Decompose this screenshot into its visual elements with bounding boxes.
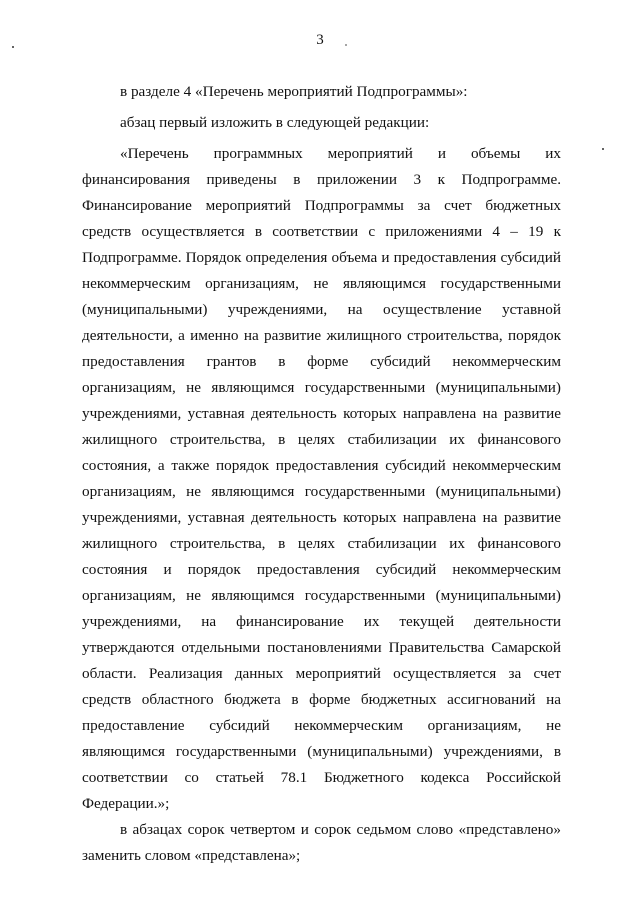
paragraph-instruction-wrap	[82, 110, 561, 136]
paragraph-main-quote: «Перечень программных мероприятий и объемы их финансирования приведены в приложении 3 к Подпрограмме. Финансирование мероприятий Подпрограммы за счет бюджетных средств осуществляется в соответствии с приложениями 4 – 19 к Подпрограмме. Порядок определения объема и предоставления субсидий некоммерческим организациям, не являющимся государственными (муниципальными) учреждениями, на осуществление уставной деятельности, а именно на развитие жилищного строительства, порядок предоставления грантов в форме субсидий некоммерческим организациям, не являющимся государственными (муниципальными) учреждениями, уставная деятельность которых направлена на развитие жилищного строительства, в целях стабилизации их финансового состояния, а также порядок предоставления субсидий некоммерческим организациям, не являющимся государственными (муниципальными) учреждениями, уставная деятельность которых направлена на развитие жилищного строительства, в целях стабилизации их финансового состояния и порядок предоставления субсидий некоммерческим организациям, не являющимся государственными (муниципальными) учреждениями, на финансирование их текущей деятельности утверждаются отдельными постановлениями Правительства Самарской области. Реализация данных мероприятий осуществляется за счет средств областного бюджета в форме бюджетных ассигнований на предоставление субсидий некоммерческим организациям, не являющимся государственными (муниципальными) учреждениями, в соответствии со статьей 78.1 Бюджетного кодекса Российской Федерации.»;	[82, 145, 561, 812]
scan-speck	[602, 148, 604, 150]
paragraph-instruction: абзац первый изложить в следующей редакции:	[120, 114, 430, 131]
scan-speck	[12, 46, 14, 48]
paragraph-section-heading-wrap	[82, 79, 561, 105]
paragraph-main-wrap	[82, 141, 561, 817]
paragraph-final-wrap	[82, 817, 561, 869]
paragraph-replacement-instruction: в абзацах сорок четвертом и сорок седьмом слово «представлено» заменить словом «представлена»;	[82, 821, 561, 864]
paragraph-section-reference: в разделе 4 «Перечень мероприятий Подпрограммы»:	[120, 83, 468, 100]
page-number: 3	[316, 32, 324, 48]
scan-speck	[345, 44, 347, 46]
